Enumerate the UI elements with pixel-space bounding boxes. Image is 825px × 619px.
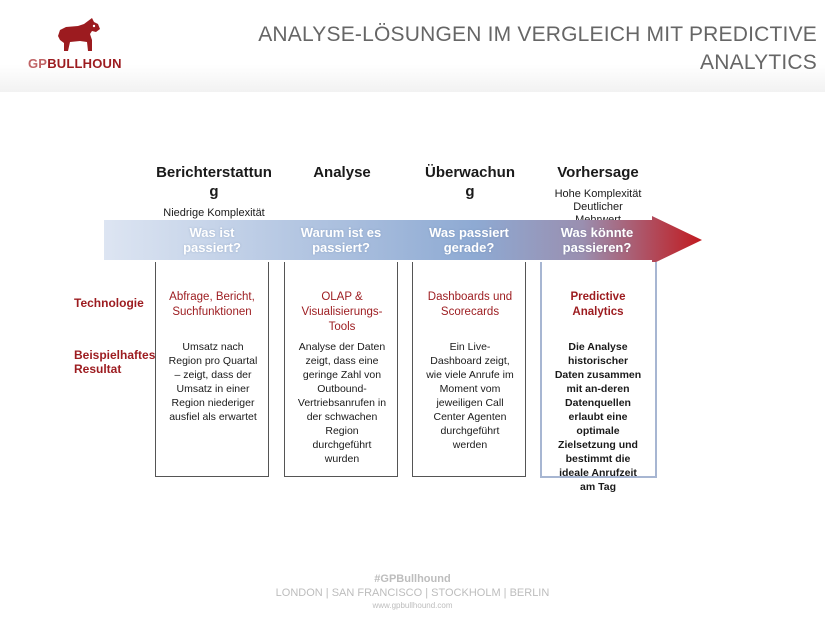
technology-cell-reporting xyxy=(157,290,267,320)
stage-question-prediction xyxy=(540,225,654,255)
result-line: Moment vom xyxy=(439,383,501,395)
technology-cell-analysis xyxy=(286,290,398,335)
stage-heading-monitoring xyxy=(410,163,530,201)
technology-cell-prediction xyxy=(542,290,654,320)
technology-line: Scorecards xyxy=(440,306,500,318)
result-line: ideale Anrufzeit xyxy=(559,467,637,479)
question-line: passiert? xyxy=(183,240,241,255)
footer-url[interactable]: www.gpbullhound.com xyxy=(372,601,453,610)
logo-wordmark xyxy=(28,56,122,71)
question-line: Was könnte xyxy=(560,225,634,240)
result-cell-analysis xyxy=(286,340,398,466)
stage-subtitle-line: Deutlicher xyxy=(573,201,623,213)
stage-question-monitoring xyxy=(412,225,526,255)
result-line: Zielsetzung und xyxy=(558,439,638,451)
slide-title-line-2: ANALYTICS xyxy=(700,51,817,74)
slide-title-line-1: ANALYSE-LÖSUNGEN IM VERGLEICH MIT PREDICTIVE xyxy=(258,23,817,46)
row-label-line: Beispielhaftes xyxy=(74,348,156,362)
result-line: Die Analyse xyxy=(568,341,628,353)
technology-line: Predictive xyxy=(570,291,626,303)
stage-heading-line: g xyxy=(209,183,219,200)
stage-subtitle-reporting: Niedrige Komplexität xyxy=(163,207,265,219)
stage-heading-line: Berichterstattun xyxy=(156,164,272,181)
question-line: Was passiert xyxy=(429,225,509,240)
technology-line: Tools xyxy=(328,321,356,333)
footer-hashtag: #GPBullhound xyxy=(374,573,451,585)
bulldog-logo-icon xyxy=(54,18,102,52)
result-line: Ein Live- xyxy=(449,341,491,353)
result-line: zeigt, dass eine xyxy=(305,355,379,367)
question-line: passieren? xyxy=(562,240,632,255)
result-line: Vertriebsanrufen in xyxy=(297,397,387,409)
result-line: geringe Zahl von xyxy=(302,369,382,381)
row-label-line: Resultat xyxy=(74,362,122,376)
result-line: Datenquellen xyxy=(565,397,631,409)
result-line: Daten zusammen xyxy=(554,369,642,381)
slide-title xyxy=(197,21,817,77)
stage-heading-line: g xyxy=(465,183,475,200)
technology-line: Suchfunktionen xyxy=(172,306,252,318)
result-line: Outbound- xyxy=(317,383,367,395)
result-line: durchgeführt xyxy=(312,439,372,451)
question-line: Was ist xyxy=(189,225,235,240)
result-line: jeweiligen Call xyxy=(436,397,504,409)
stage-heading-prediction: Vorhersage xyxy=(557,164,639,181)
result-line: durchgeführt xyxy=(440,425,500,437)
result-line: Region niederiger xyxy=(171,397,255,409)
result-line: bestimmt die xyxy=(565,453,631,465)
result-line: Dashboard zeigt, xyxy=(430,355,510,367)
question-line: passiert? xyxy=(312,240,370,255)
stage-heading-line: Überwachun xyxy=(424,164,515,181)
footer-cities: LONDON | SAN FRANCISCO | STOCKHOLM | BERLIN xyxy=(275,587,550,599)
question-line: Warum ist es xyxy=(300,225,382,240)
technology-line: Dashboards und xyxy=(427,291,513,303)
company-logo xyxy=(24,18,130,74)
result-line: Analyse der Daten xyxy=(298,341,386,353)
result-line: am Tag xyxy=(580,481,616,493)
result-line: Region pro Quartal xyxy=(168,355,258,367)
stage-question-analysis xyxy=(284,225,398,255)
stage-heading-reporting xyxy=(140,163,288,201)
row-label-result xyxy=(74,348,155,376)
result-line: Umsatz in einer xyxy=(176,383,250,395)
technology-line: Analytics xyxy=(572,306,624,318)
technology-cell-monitoring xyxy=(414,290,526,320)
result-line: Umsatz nach xyxy=(182,341,244,353)
question-line: gerade? xyxy=(443,240,495,255)
result-line: wie viele Anrufe im xyxy=(426,369,514,381)
result-line: erlaubt eine xyxy=(568,411,628,423)
technology-line: Visualisierungs- xyxy=(301,306,383,318)
result-cell-reporting xyxy=(157,340,269,424)
result-line: werden xyxy=(452,439,488,451)
logo-name: BULLHOUN xyxy=(47,56,122,71)
result-line: Center Agenten xyxy=(433,411,507,423)
stage-question-reporting xyxy=(155,225,269,255)
technology-line: Abfrage, Bericht, xyxy=(169,291,255,303)
logo-prefix: GP xyxy=(28,56,48,71)
result-line: wurden xyxy=(324,453,360,465)
result-cell-monitoring xyxy=(414,340,526,452)
result-line: der schwachen xyxy=(306,411,378,423)
technology-line: OLAP & xyxy=(321,291,363,303)
result-cell-prediction xyxy=(542,340,654,494)
row-label-technology: Technologie xyxy=(74,296,144,310)
result-line: optimale xyxy=(576,425,620,437)
result-line: mit an-deren xyxy=(566,383,630,395)
result-line: ausfiel als erwartet xyxy=(169,411,257,423)
result-line: Region xyxy=(325,425,359,437)
result-line: historischer xyxy=(567,355,629,367)
stage-heading-analysis: Analyse xyxy=(313,164,371,181)
stage-subtitle-line: Hohe Komplexität xyxy=(554,188,642,200)
result-line: – zeigt, dass der xyxy=(174,369,252,381)
